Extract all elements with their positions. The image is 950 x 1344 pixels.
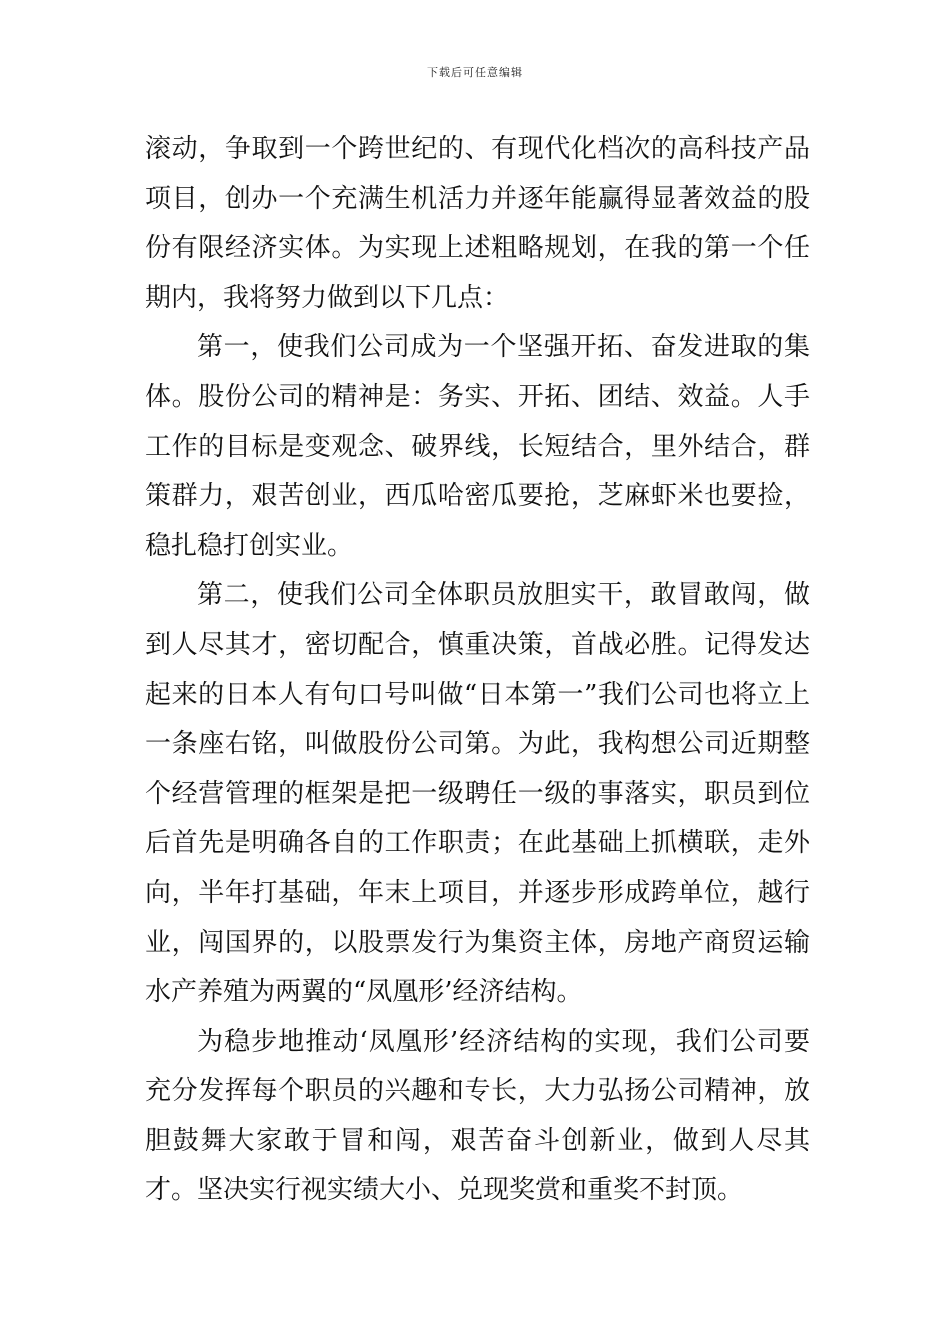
paragraph-3: 第二，使我们公司全体职员放胆实干，敢冒敢闯，做到人尽其才，密切配合，慎重决策，首战必胜。记得发达起来的日本人有句口号叫做“日本第一”我们公司也将立上一条座右铭，叫做股份公司第。为此，我构想公司近期整个经营管理的框架是把一级聘任一级的事落实，职员到位后首先是明确各自的工作职责；在此基础上抓横联，走外向，半年打基础，年末上项目，并逐步形成跨单位，越行业，闯国界的，以股票发行为集资主体，房地产商贸运输水产养殖为两翼的“凤凰形’经济结构。 (145, 580, 810, 1008)
paragraph-4: 为稳步地推动‘凤凰形’经济结构的实现，我们公司要充分发挥每个职员的兴趣和专长，大力弘扬公司精神，放胆鼓舞大家敢于冒和闯，艰苦奋斗创新业，做到人尽其才。坚决实行视实绩大小、兑现奖赏和重奖不封顶。 (145, 1026, 810, 1206)
document-body (145, 125, 810, 1216)
paragraph-2: 第一，使我们公司成为一个坚强开拓、奋发进取的集体。股份公司的精神是：务实、开拓、团结、效益。人手工作的目标是变观念、破界线，长短结合，里外结合，群策群力，艰苦创业，西瓜哈密瓜要抢，芝麻虾米也要捡，稳扎稳打创实业。 (145, 332, 810, 561)
paragraph-1: 滚动，争取到一个跨世纪的、有现代化档次的高科技产品项目，创办一个充满生机活力并逐年能赢得显著效益的股份有限经济实体。为实现上述粗略规划，在我的第一个任期内，我将努力做到以下几点： (145, 134, 810, 313)
page-header: 下载后可任意编辑 (427, 66, 523, 79)
